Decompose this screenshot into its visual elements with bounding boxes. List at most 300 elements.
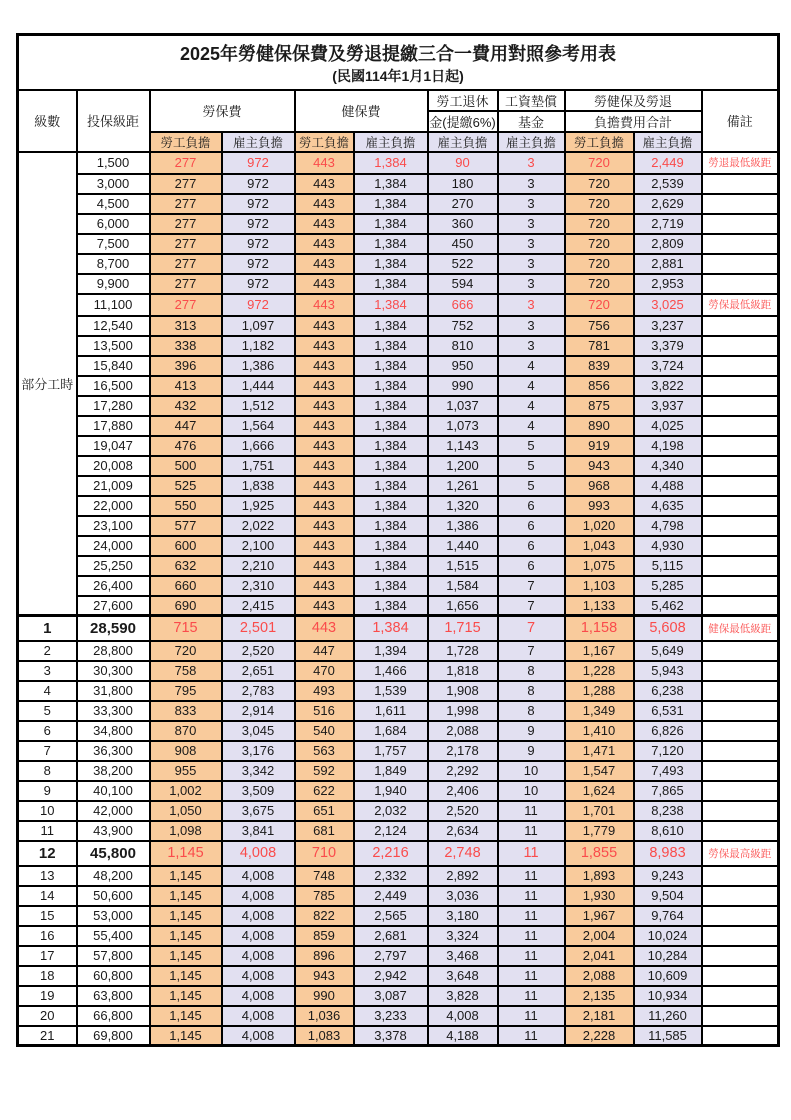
labor-employer-cell: 2,501: [222, 616, 295, 641]
labor-employer-cell: 4,008: [222, 986, 295, 1006]
total-employee-cell: 1,967: [565, 906, 634, 926]
health-employer-cell: 1,940: [354, 781, 428, 801]
pension-employer-cell: 2,634: [428, 821, 498, 841]
health-employee-cell: 493: [295, 681, 354, 701]
table-row: [18, 536, 779, 556]
wage-fund-employer-cell: 11: [498, 1006, 565, 1026]
total-employee-cell: 919: [565, 436, 634, 456]
table-row: [18, 556, 779, 576]
total-employee-cell: 2,181: [565, 1006, 634, 1026]
wage-fund-employer-cell: 3: [498, 194, 565, 214]
remark-cell: [702, 821, 779, 841]
total-employer-cell: 4,930: [634, 536, 702, 556]
remark-cell: [702, 234, 779, 254]
labor-employer-cell: 2,022: [222, 516, 295, 536]
table-row: [18, 986, 779, 1006]
total-employer-cell: 6,826: [634, 721, 702, 741]
wage-fund-employer-cell: 8: [498, 661, 565, 681]
table-row: [18, 194, 779, 214]
total-employer-cell: 9,504: [634, 886, 702, 906]
bracket-cell: 27,600: [77, 596, 150, 616]
bracket-cell: 7,500: [77, 234, 150, 254]
health-employer-cell: 1,384: [354, 536, 428, 556]
labor-employer-cell: 4,008: [222, 1006, 295, 1026]
health-employer-cell: 1,384: [354, 356, 428, 376]
remark-cell: [702, 556, 779, 576]
labor-employer-cell: 3,509: [222, 781, 295, 801]
total-employer-cell: 5,608: [634, 616, 702, 641]
labor-employee-cell: 1,050: [150, 801, 222, 821]
total-employee-cell: 1,893: [565, 866, 634, 886]
health-employee-cell: 822: [295, 906, 354, 926]
wage-fund-employer-cell: 6: [498, 496, 565, 516]
level-cell: 18: [18, 966, 77, 986]
header-labor-fee: 勞保費: [150, 90, 295, 132]
header-level: 級數: [18, 90, 77, 152]
health-employer-cell: 1,611: [354, 701, 428, 721]
wage-fund-employer-cell: 6: [498, 536, 565, 556]
table-row: [18, 294, 779, 316]
remark-cell: [702, 274, 779, 294]
pension-employer-cell: 2,748: [428, 841, 498, 866]
pension-employer-cell: 2,088: [428, 721, 498, 741]
total-employee-cell: 2,135: [565, 986, 634, 1006]
labor-employee-cell: 1,145: [150, 946, 222, 966]
table-row: [18, 761, 779, 781]
wage-fund-employer-cell: 3: [498, 234, 565, 254]
bracket-cell: 57,800: [77, 946, 150, 966]
remark-cell: [702, 1026, 779, 1046]
bracket-cell: 26,400: [77, 576, 150, 596]
fee-comparison-table: [16, 33, 780, 1047]
labor-employer-cell: 4,008: [222, 841, 295, 866]
remark-cell: [702, 781, 779, 801]
bracket-cell: 28,590: [77, 616, 150, 641]
labor-employer-cell: 1,386: [222, 356, 295, 376]
subheader-total-employee: 勞工負擔: [565, 132, 634, 152]
labor-employer-cell: 1,097: [222, 316, 295, 336]
subheader-labor-employer: 雇主負擔: [222, 132, 295, 152]
pension-employer-cell: 2,292: [428, 761, 498, 781]
bracket-cell: 66,800: [77, 1006, 150, 1026]
total-employer-cell: 5,285: [634, 576, 702, 596]
table-row: [18, 496, 779, 516]
bracket-cell: 28,800: [77, 641, 150, 661]
subheader-labor-employee: 勞工負擔: [150, 132, 222, 152]
total-employee-cell: 720: [565, 254, 634, 274]
remark-cell: [702, 966, 779, 986]
table-row: [18, 966, 779, 986]
pension-employer-cell: 1,200: [428, 456, 498, 476]
labor-employee-cell: 1,098: [150, 821, 222, 841]
health-employee-cell: 443: [295, 214, 354, 234]
labor-employee-cell: 600: [150, 536, 222, 556]
wage-fund-employer-cell: 5: [498, 436, 565, 456]
total-employer-cell: 10,934: [634, 986, 702, 1006]
page-title: 2025年勞健保保費及勞退提繳三合一費用對照參考用表: [180, 43, 617, 64]
wage-fund-employer-cell: 3: [498, 152, 565, 174]
health-employer-cell: 1,849: [354, 761, 428, 781]
total-employee-cell: 1,624: [565, 781, 634, 801]
pension-employer-cell: 522: [428, 254, 498, 274]
bracket-cell: 21,009: [77, 476, 150, 496]
health-employer-cell: 1,384: [354, 152, 428, 174]
total-employer-cell: 2,449: [634, 152, 702, 174]
health-employer-cell: 1,384: [354, 556, 428, 576]
table-row: [18, 1006, 779, 1026]
level-cell: 14: [18, 886, 77, 906]
labor-employer-cell: 972: [222, 254, 295, 274]
pension-employer-cell: 666: [428, 294, 498, 316]
total-employer-cell: 4,488: [634, 476, 702, 496]
labor-employee-cell: 525: [150, 476, 222, 496]
health-employer-cell: 1,384: [354, 214, 428, 234]
health-employer-cell: 3,087: [354, 986, 428, 1006]
remark-cell: [702, 214, 779, 234]
bracket-cell: 8,700: [77, 254, 150, 274]
remark-cell: [702, 376, 779, 396]
total-employee-cell: 1,471: [565, 741, 634, 761]
total-employer-cell: 3,025: [634, 294, 702, 316]
pension-employer-cell: 270: [428, 194, 498, 214]
labor-employee-cell: 447: [150, 416, 222, 436]
pension-employer-cell: 1,037: [428, 396, 498, 416]
health-employer-cell: 1,684: [354, 721, 428, 741]
total-employer-cell: 7,865: [634, 781, 702, 801]
wage-fund-employer-cell: 7: [498, 616, 565, 641]
labor-employee-cell: 432: [150, 396, 222, 416]
labor-employee-cell: 277: [150, 294, 222, 316]
table-row: [18, 801, 779, 821]
total-employee-cell: 2,088: [565, 966, 634, 986]
wage-fund-employer-cell: 11: [498, 966, 565, 986]
health-employer-cell: 3,233: [354, 1006, 428, 1026]
level-cell: 19: [18, 986, 77, 1006]
total-employee-cell: 1,930: [565, 886, 634, 906]
table-row: [18, 316, 779, 336]
remark-cell: [702, 661, 779, 681]
remark-cell: 勞保最低級距: [702, 294, 779, 316]
table-body: [18, 152, 779, 1046]
bracket-cell: 34,800: [77, 721, 150, 741]
table-row: [18, 476, 779, 496]
remark-cell: [702, 886, 779, 906]
health-employee-cell: 896: [295, 946, 354, 966]
bracket-cell: 17,880: [77, 416, 150, 436]
labor-employee-cell: 1,145: [150, 1006, 222, 1026]
health-employer-cell: 1,394: [354, 641, 428, 661]
health-employee-cell: 785: [295, 886, 354, 906]
remark-cell: [702, 701, 779, 721]
level-cell: 6: [18, 721, 77, 741]
labor-employer-cell: 1,925: [222, 496, 295, 516]
health-employee-cell: 443: [295, 316, 354, 336]
total-employer-cell: 5,115: [634, 556, 702, 576]
labor-employer-cell: 1,564: [222, 416, 295, 436]
level-cell: 21: [18, 1026, 77, 1046]
bracket-cell: 22,000: [77, 496, 150, 516]
remark-cell: [702, 436, 779, 456]
total-employer-cell: 6,238: [634, 681, 702, 701]
wage-fund-employer-cell: 7: [498, 596, 565, 616]
health-employee-cell: 1,036: [295, 1006, 354, 1026]
remark-cell: [702, 761, 779, 781]
pension-employer-cell: 3,180: [428, 906, 498, 926]
health-employer-cell: 1,384: [354, 174, 428, 194]
subheader-health-employee: 勞工負擔: [295, 132, 354, 152]
header-health-fee: 健保費: [295, 90, 428, 132]
remark-cell: [702, 741, 779, 761]
labor-employee-cell: 795: [150, 681, 222, 701]
health-employee-cell: 443: [295, 596, 354, 616]
total-employer-cell: 10,609: [634, 966, 702, 986]
total-employee-cell: 720: [565, 152, 634, 174]
health-employee-cell: 651: [295, 801, 354, 821]
labor-employee-cell: 577: [150, 516, 222, 536]
health-employer-cell: 1,539: [354, 681, 428, 701]
health-employee-cell: 990: [295, 986, 354, 1006]
health-employer-cell: 2,797: [354, 946, 428, 966]
bracket-cell: 50,600: [77, 886, 150, 906]
table-row: [18, 356, 779, 376]
total-employer-cell: 2,881: [634, 254, 702, 274]
table-row: [18, 254, 779, 274]
remark-cell: [702, 681, 779, 701]
total-employee-cell: 943: [565, 456, 634, 476]
table-row: [18, 906, 779, 926]
total-employer-cell: 10,024: [634, 926, 702, 946]
wage-fund-employer-cell: 3: [498, 274, 565, 294]
labor-employee-cell: 1,145: [150, 986, 222, 1006]
remark-cell: [702, 174, 779, 194]
total-employer-cell: 8,238: [634, 801, 702, 821]
health-employer-cell: 1,384: [354, 456, 428, 476]
health-employee-cell: 516: [295, 701, 354, 721]
wage-fund-employer-cell: 11: [498, 801, 565, 821]
labor-employee-cell: 277: [150, 174, 222, 194]
header-wage-fund-line2: 基金: [498, 111, 565, 132]
total-employee-cell: 1,779: [565, 821, 634, 841]
labor-employee-cell: 660: [150, 576, 222, 596]
total-employer-cell: 3,379: [634, 336, 702, 356]
health-employer-cell: 1,384: [354, 436, 428, 456]
total-employer-cell: 4,798: [634, 516, 702, 536]
total-employer-cell: 8,610: [634, 821, 702, 841]
total-employer-cell: 3,237: [634, 316, 702, 336]
health-employer-cell: 1,384: [354, 336, 428, 356]
total-employer-cell: 4,340: [634, 456, 702, 476]
total-employee-cell: 856: [565, 376, 634, 396]
labor-employer-cell: 1,182: [222, 336, 295, 356]
health-employee-cell: 443: [295, 152, 354, 174]
pension-employer-cell: 3,324: [428, 926, 498, 946]
remark-cell: [702, 194, 779, 214]
total-employer-cell: 9,764: [634, 906, 702, 926]
health-employer-cell: 2,681: [354, 926, 428, 946]
wage-fund-employer-cell: 11: [498, 926, 565, 946]
labor-employer-cell: 972: [222, 294, 295, 316]
total-employer-cell: 2,629: [634, 194, 702, 214]
health-employee-cell: 443: [295, 376, 354, 396]
remark-cell: [702, 476, 779, 496]
level-cell: 9: [18, 781, 77, 801]
pension-employer-cell: 1,515: [428, 556, 498, 576]
pension-employer-cell: 2,520: [428, 801, 498, 821]
health-employee-cell: 443: [295, 496, 354, 516]
labor-employee-cell: 720: [150, 641, 222, 661]
remark-cell: [702, 536, 779, 556]
labor-employee-cell: 396: [150, 356, 222, 376]
labor-employee-cell: 870: [150, 721, 222, 741]
health-employer-cell: 1,384: [354, 316, 428, 336]
bracket-cell: 12,540: [77, 316, 150, 336]
part-time-label: 部分工時: [18, 152, 77, 616]
table-row: [18, 681, 779, 701]
title-row: [18, 35, 779, 90]
labor-employer-cell: 1,838: [222, 476, 295, 496]
health-employee-cell: 443: [295, 294, 354, 316]
labor-employer-cell: 2,210: [222, 556, 295, 576]
total-employer-cell: 4,198: [634, 436, 702, 456]
pension-employer-cell: 4,188: [428, 1026, 498, 1046]
bracket-cell: 3,000: [77, 174, 150, 194]
labor-employee-cell: 758: [150, 661, 222, 681]
labor-employer-cell: 4,008: [222, 946, 295, 966]
total-employer-cell: 5,462: [634, 596, 702, 616]
level-cell: 15: [18, 906, 77, 926]
labor-employer-cell: 4,008: [222, 966, 295, 986]
table-row: [18, 1026, 779, 1046]
pension-employer-cell: 360: [428, 214, 498, 234]
pension-employer-cell: 3,468: [428, 946, 498, 966]
level-cell: 3: [18, 661, 77, 681]
table-row: [18, 821, 779, 841]
total-employee-cell: 1,133: [565, 596, 634, 616]
health-employee-cell: 540: [295, 721, 354, 741]
wage-fund-employer-cell: 5: [498, 456, 565, 476]
health-employee-cell: 443: [295, 616, 354, 641]
labor-employer-cell: 2,651: [222, 661, 295, 681]
table-row: [18, 661, 779, 681]
wage-fund-employer-cell: 3: [498, 316, 565, 336]
bracket-cell: 48,200: [77, 866, 150, 886]
bracket-cell: 45,800: [77, 841, 150, 866]
total-employee-cell: 839: [565, 356, 634, 376]
health-employer-cell: 1,466: [354, 661, 428, 681]
total-employee-cell: 1,020: [565, 516, 634, 536]
health-employer-cell: 1,757: [354, 741, 428, 761]
remark-cell: [702, 926, 779, 946]
labor-employer-cell: 2,310: [222, 576, 295, 596]
labor-employer-cell: 1,444: [222, 376, 295, 396]
bracket-cell: 60,800: [77, 966, 150, 986]
labor-employee-cell: 338: [150, 336, 222, 356]
bracket-cell: 17,280: [77, 396, 150, 416]
health-employee-cell: 443: [295, 556, 354, 576]
total-employer-cell: 4,635: [634, 496, 702, 516]
health-employer-cell: 1,384: [354, 616, 428, 641]
remark-cell: [702, 866, 779, 886]
total-employer-cell: 5,943: [634, 661, 702, 681]
page-subtitle: (民國114年1月1日起): [332, 67, 464, 84]
labor-employer-cell: 3,176: [222, 741, 295, 761]
table-row: [18, 781, 779, 801]
total-employee-cell: 1,349: [565, 701, 634, 721]
health-employer-cell: 1,384: [354, 376, 428, 396]
bracket-cell: 15,840: [77, 356, 150, 376]
bracket-cell: 40,100: [77, 781, 150, 801]
wage-fund-employer-cell: 9: [498, 741, 565, 761]
health-employer-cell: 2,124: [354, 821, 428, 841]
health-employee-cell: 748: [295, 866, 354, 886]
pension-employer-cell: 3,036: [428, 886, 498, 906]
labor-employee-cell: 277: [150, 274, 222, 294]
subheader-total-employer: 雇主負擔: [634, 132, 702, 152]
wage-fund-employer-cell: 11: [498, 841, 565, 866]
labor-employee-cell: 1,145: [150, 966, 222, 986]
table-row: [18, 596, 779, 616]
total-employee-cell: 1,103: [565, 576, 634, 596]
labor-employer-cell: 2,914: [222, 701, 295, 721]
total-employer-cell: 7,120: [634, 741, 702, 761]
bracket-cell: 53,000: [77, 906, 150, 926]
labor-employer-cell: 3,675: [222, 801, 295, 821]
health-employee-cell: 681: [295, 821, 354, 841]
total-employer-cell: 10,284: [634, 946, 702, 966]
health-employee-cell: 443: [295, 416, 354, 436]
labor-employee-cell: 313: [150, 316, 222, 336]
bracket-cell: 11,100: [77, 294, 150, 316]
health-employer-cell: 1,384: [354, 416, 428, 436]
pension-employer-cell: 4,008: [428, 1006, 498, 1026]
labor-employee-cell: 632: [150, 556, 222, 576]
level-cell: 20: [18, 1006, 77, 1026]
health-employer-cell: 2,565: [354, 906, 428, 926]
table-row: [18, 741, 779, 761]
bracket-cell: 16,500: [77, 376, 150, 396]
labor-employee-cell: 1,145: [150, 926, 222, 946]
header-total-line2: 負擔費用合計: [565, 111, 702, 132]
pension-employer-cell: 90: [428, 152, 498, 174]
remark-cell: [702, 416, 779, 436]
labor-employee-cell: 550: [150, 496, 222, 516]
wage-fund-employer-cell: 11: [498, 886, 565, 906]
total-employer-cell: 8,983: [634, 841, 702, 866]
header-wage-fund-line1: 工資墊償: [498, 90, 565, 111]
bracket-cell: 13,500: [77, 336, 150, 356]
total-employee-cell: 756: [565, 316, 634, 336]
wage-fund-employer-cell: 11: [498, 906, 565, 926]
remark-cell: [702, 1006, 779, 1026]
subheader-health-employer: 雇主負擔: [354, 132, 428, 152]
labor-employee-cell: 908: [150, 741, 222, 761]
total-employee-cell: 1,410: [565, 721, 634, 741]
pension-employer-cell: 1,656: [428, 596, 498, 616]
remark-cell: [702, 456, 779, 476]
remark-cell: [702, 356, 779, 376]
total-employee-cell: 1,167: [565, 641, 634, 661]
level-cell: 4: [18, 681, 77, 701]
wage-fund-employer-cell: 8: [498, 681, 565, 701]
labor-employer-cell: 4,008: [222, 866, 295, 886]
health-employee-cell: 563: [295, 741, 354, 761]
health-employee-cell: 443: [295, 234, 354, 254]
total-employer-cell: 7,493: [634, 761, 702, 781]
bracket-cell: 55,400: [77, 926, 150, 946]
health-employee-cell: 443: [295, 476, 354, 496]
total-employee-cell: 720: [565, 234, 634, 254]
pension-employer-cell: 1,440: [428, 536, 498, 556]
